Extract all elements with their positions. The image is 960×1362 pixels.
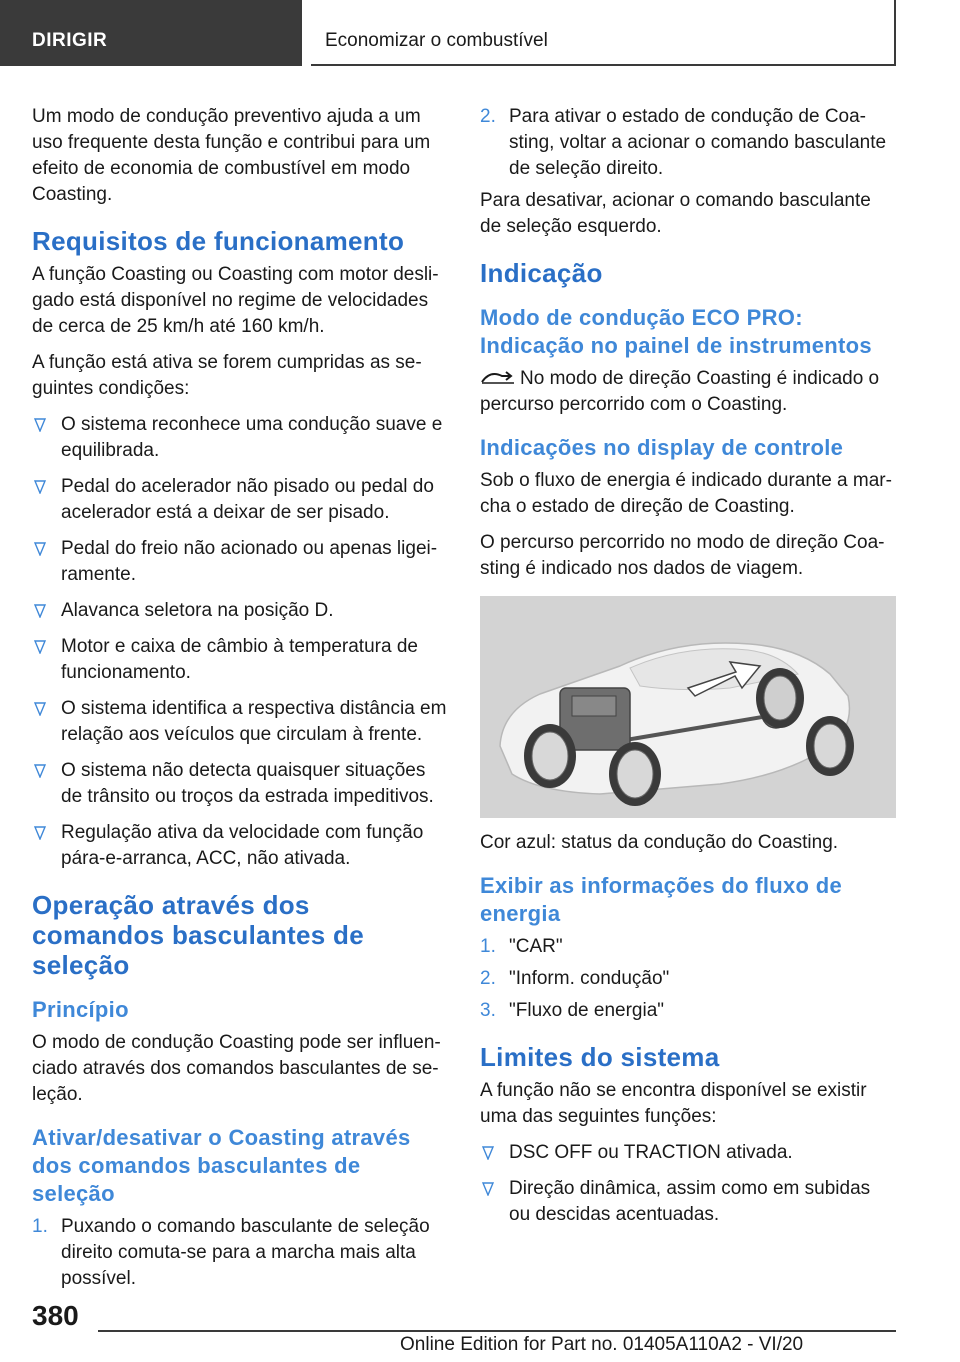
principle-heading: Princípio (32, 997, 129, 1022)
deactivate-paragraph: Para desativar, acionar o comando basculante de seleção esquerdo. (480, 190, 871, 237)
energy-flow-steps-list (480, 934, 896, 1024)
bullet-triangle-icon (34, 826, 46, 840)
step-number: 2. (480, 106, 496, 127)
list-item (480, 998, 896, 1024)
eco-pro-text: No modo de direção Coasting é indicado o percurso percorrido com o Coasting. (480, 368, 880, 415)
bullet-triangle-icon (34, 702, 46, 716)
eco-pro-paragraph (480, 366, 896, 418)
conditions-list (32, 412, 448, 872)
list-item-text: Pedal do freio não acionado ou apenas ligei-ramente. (61, 538, 438, 585)
list-item (480, 966, 896, 992)
step-number: 1. (32, 1216, 48, 1237)
section-title: DIRIGIR (32, 30, 108, 51)
system-limits-heading: Limites do sistema (480, 1042, 720, 1072)
bullet-triangle-icon (34, 418, 46, 432)
list-item (480, 1176, 896, 1228)
page-header (0, 0, 960, 66)
toggle-steps-continued-list (480, 104, 896, 182)
step-number: 3. (480, 1000, 496, 1021)
principle-paragraph: O modo de condução Coasting pode ser influen-ciado através dos comandos basculantes de se-leção. (32, 1032, 441, 1105)
list-item (32, 536, 448, 588)
section-tab (0, 0, 300, 66)
toggle-coasting-heading: Ativar/desativar o Coasting através dos comandos basculantes de seleção (32, 1125, 411, 1206)
list-item (480, 104, 896, 182)
list-item (32, 634, 448, 686)
list-item-text: O sistema reconhece uma condução suave e equilibrada. (61, 414, 443, 461)
list-item-text: Regulação ativa da velocidade com função pára-e-arranca, ACC, não ativada. (61, 822, 424, 869)
chapter-title: Economizar o combustível (325, 30, 548, 51)
car-drivetrain-illustration (480, 596, 896, 818)
step-text: "CAR" (509, 936, 563, 957)
list-item (480, 1140, 896, 1166)
requirements-heading: Requisitos de funcionamento (32, 226, 405, 256)
energy-flow-heading: Exibir as informações do fluxo de energia (480, 873, 842, 926)
list-item-text: Alavanca seletora na posição D. (61, 600, 334, 621)
step-text: "Fluxo de energia" (509, 1000, 665, 1021)
list-item-text: Pedal do acelerador não pisado ou pedal do acelerador está a deixar de ser pisado. (61, 476, 434, 523)
display-paragraph-2: O percurso percorrido no modo de direção Coa-sting é indicado nos dados de viagem. (480, 532, 885, 579)
step-text: Puxando o comando basculante de seleção direito comuta-se para a marcha mais alta possível. (61, 1216, 430, 1289)
bullet-triangle-icon (34, 764, 46, 778)
requirements-paragraph-2: A função está ativa se forem cumpridas as se-guintes condições: (32, 352, 422, 399)
indication-heading: Indicação (480, 258, 603, 288)
right-column (480, 104, 896, 1238)
left-column (32, 104, 448, 1298)
page-number: 380 (32, 1300, 79, 1331)
list-item-text: DSC OFF ou TRACTION ativada. (509, 1142, 793, 1163)
bullet-triangle-icon (34, 640, 46, 654)
coasting-icon (480, 367, 516, 385)
list-item-text: Direção dinâmica, assim como em subidas ou descidas acentuadas. (509, 1178, 871, 1225)
requirements-paragraph-1: A função Coasting ou Coasting com motor desli-gado está disponível no regime de velocidades de cerca de 25 km/h até 160 km/h. (32, 264, 439, 337)
list-item (32, 820, 448, 872)
toggle-steps-list (32, 1214, 448, 1292)
bullet-triangle-icon (34, 542, 46, 556)
list-item (480, 934, 896, 960)
list-item (32, 474, 448, 526)
list-item (32, 412, 448, 464)
list-item (32, 758, 448, 810)
bullet-triangle-icon (482, 1182, 494, 1196)
bullet-triangle-icon (34, 480, 46, 494)
list-item-text: O sistema não detecta quaisquer situações de trânsito ou troços da estrada impeditivos. (61, 760, 434, 807)
bullet-triangle-icon (482, 1146, 494, 1160)
step-text: "Inform. condução" (509, 968, 670, 989)
footer-edition: Online Edition for Part no. 01405A110A2 - VI/20 (400, 1334, 804, 1355)
display-paragraph-1: Sob o fluxo de energia é indicado durante a mar-cha o estado de direção de Coasting. (480, 470, 892, 517)
eco-pro-heading: Modo de condução ECO PRO: Indicação no painel de instrumentos (480, 305, 872, 358)
list-item-text: Motor e caixa de câmbio à temperatura de funcionamento. (61, 636, 418, 683)
display-heading: Indicações no display de controle (480, 435, 844, 460)
figure-caption: Cor azul: status da condução do Coasting. (480, 832, 839, 853)
step-text: Para ativar o estado de condução de Coa-sting, voltar a acionar o comando basculante de seleção direito. (509, 106, 887, 179)
footer-divider (98, 1330, 896, 1332)
intro-paragraph: Um modo de condução preventivo ajuda a um uso frequente desta função e contribui para um efeito de economia de combustível em modo Coasting. (32, 106, 431, 205)
step-number: 2. (480, 968, 496, 989)
chapter-tab (311, 0, 896, 66)
list-item-text: O sistema identifica a respectiva distância em relação aos veículos que circulam à frente. (61, 698, 447, 745)
operation-heading: Operação através dos comandos basculantes de seleção (32, 890, 365, 980)
bullet-triangle-icon (34, 604, 46, 618)
list-item (32, 696, 448, 748)
step-number: 1. (480, 936, 496, 957)
list-item (32, 1214, 448, 1292)
system-limits-paragraph: A função não se encontra disponível se existir uma das seguintes funções: (480, 1080, 867, 1127)
list-item (32, 598, 448, 624)
system-limits-list (480, 1140, 896, 1228)
